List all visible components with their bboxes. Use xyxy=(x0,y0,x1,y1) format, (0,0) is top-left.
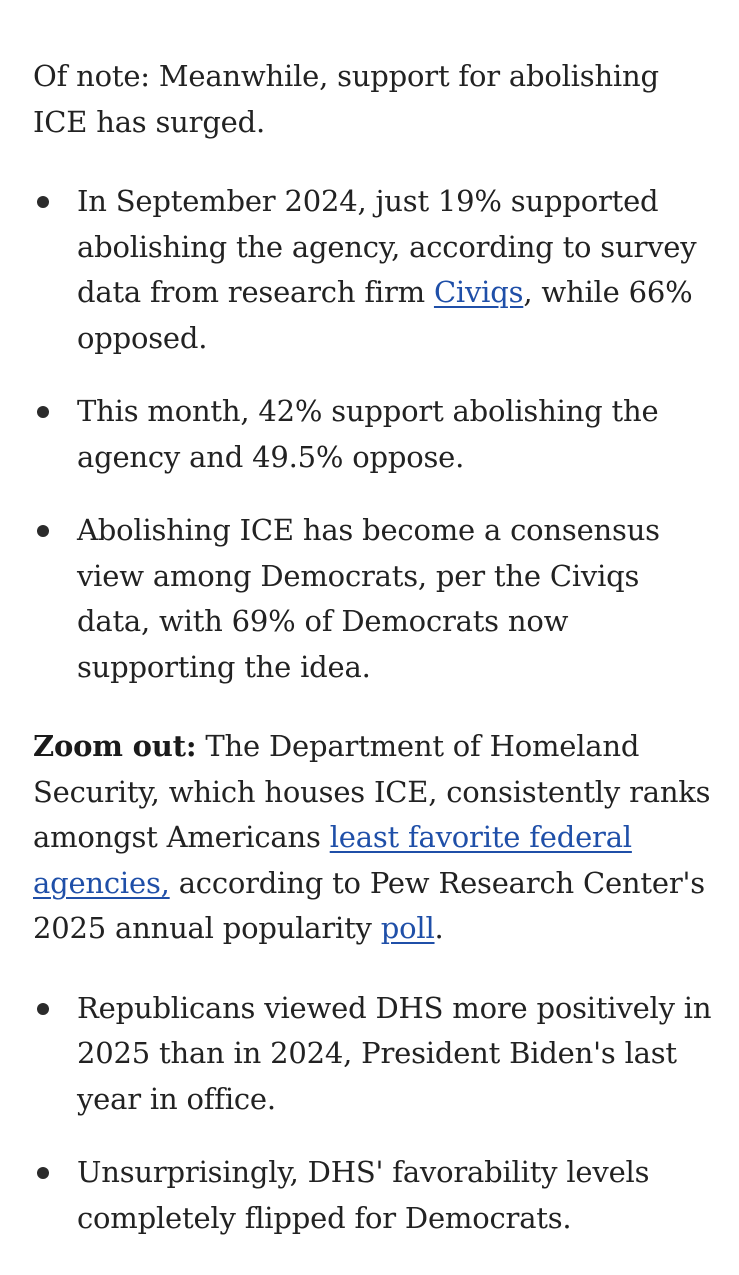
bullet-icon xyxy=(37,1167,49,1179)
list-item xyxy=(33,389,713,480)
zoom-out-paragraph xyxy=(33,724,713,952)
bullet-list-civiqs xyxy=(33,179,713,690)
list-item xyxy=(33,508,713,690)
zoom-out-lead: Zoom out: xyxy=(33,729,197,763)
list-item xyxy=(33,1150,713,1241)
list-item-text: Unsurprisingly, DHS' favorability levels completely flipped for Democrats. xyxy=(77,1155,650,1235)
zoom-out-text-1: The Department of Homeland Security, which houses ICE, consistently ranks amongst Americans xyxy=(33,729,711,854)
civiqs-link[interactable]: Civiqs xyxy=(433,275,524,309)
least-favorite-agencies-link[interactable]: least favorite federal agencies, xyxy=(33,820,632,900)
intro-text: Of note: Meanwhile, support for abolishing ICE has surged. xyxy=(33,59,659,139)
bullet-list-dhs xyxy=(33,986,713,1242)
list-item-text-after: , while 66% opposed. xyxy=(77,275,693,355)
list-item xyxy=(33,179,713,361)
zoom-out-text-3: . xyxy=(434,911,444,945)
list-item xyxy=(33,986,713,1123)
bullet-icon xyxy=(37,406,49,418)
zoom-out-text-2: according to Pew Research Center's 2025 annual popularity xyxy=(33,865,705,945)
list-item-text-before: In September 2024, just 19% supported abolishing the agency, according to survey data from research firm xyxy=(77,184,697,309)
poll-link[interactable]: poll xyxy=(380,911,435,945)
bullet-icon xyxy=(37,1003,49,1015)
list-item-text: Republicans viewed DHS more positively in 2025 than in 2024, President Biden's last year in office. xyxy=(77,990,712,1116)
list-item-text: This month, 42% support abolishing the agency and 49.5% oppose. xyxy=(77,394,659,474)
article-body xyxy=(33,54,713,1275)
bullet-icon xyxy=(37,196,49,208)
bullet-icon xyxy=(37,525,49,537)
list-item-text: Abolishing ICE has become a consensus view among Democrats, per the Civiqs data, with 69% of Democrats now supporting the idea. xyxy=(77,513,660,684)
intro-paragraph xyxy=(33,54,713,145)
